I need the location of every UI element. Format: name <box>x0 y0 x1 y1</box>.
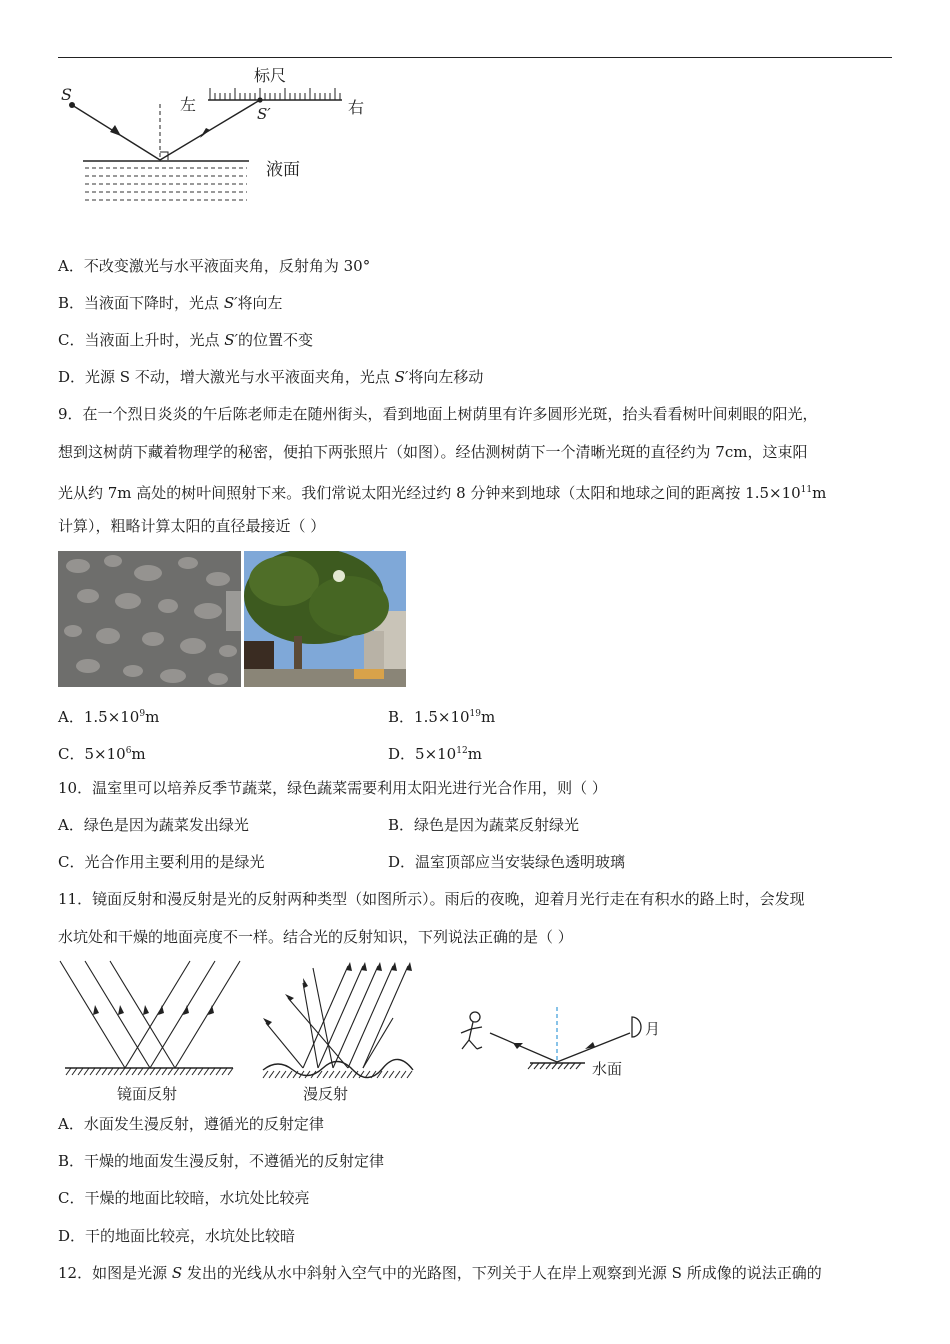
q11-option-a: A．水面发生漫反射，遵循光的反射定律 <box>58 1115 324 1133</box>
q10-option-d: D．温室顶部应当安装绿色透明玻璃 <box>388 853 626 871</box>
q9-option-a: A．$1.5\times 10^9m$ <box>58 708 160 726</box>
specular-label: 镜面反射 <box>117 1085 178 1103</box>
moon-label: 月 <box>645 1020 661 1038</box>
header-rule <box>58 57 892 58</box>
water-surface-label: 水面 <box>592 1060 623 1078</box>
moonlight-water-diagram <box>455 1005 665 1075</box>
q11-option-c: C．干燥的地面比较暗，水坑处比较亮 <box>58 1189 310 1207</box>
laser-diagram <box>55 60 375 210</box>
q8-option-a: A．不改变激光与水平液面夹角，反射角为 30° <box>58 257 371 275</box>
q11-option-d: D．干的地面比较亮，水坑处比较暗 <box>58 1227 296 1245</box>
image-point-label: S′ <box>257 105 271 123</box>
diffuse-reflection-diagram <box>258 958 418 1083</box>
q8-option-d: D．光源 S 不动，增大激光与水平液面夹角，光点 S′将向左移动 <box>58 368 484 386</box>
q10-option-a: A．绿色是因为蔬菜发出绿光 <box>58 816 249 834</box>
q9-line-1: 9．在一个烈日炎炎的午后陈老师走在随州街头，看到地面上树荫里有许多圆形光斑，抬头看看树叶间刺眼的阳光， <box>58 405 818 423</box>
q11-line-1: 11．镜面反射和漫反射是光的反射两种类型（如图所示）。雨后的夜晚，迎着月光行走在有积水的路上时，会发现 <box>58 890 805 908</box>
q11-option-b: B．干燥的地面发生漫反射，不遵循光的反射定律 <box>58 1152 385 1170</box>
q10-option-b: B．绿色是因为蔬菜反射绿光 <box>388 816 580 834</box>
photo-tree-canopy <box>244 551 406 687</box>
q10-option-c: C．光合作用主要利用的是绿光 <box>58 853 265 871</box>
left-label: 左 <box>180 95 197 114</box>
q9-option-d: D．$5\times 10^{12}m$ <box>388 745 482 763</box>
right-label: 右 <box>348 98 365 117</box>
scale-label: 标尺 <box>254 66 287 85</box>
q10-stem: 10．温室里可以培养反季节蔬菜，绿色蔬菜需要利用太阳光进行光合作用，则（ ） <box>58 779 607 797</box>
person-icon <box>461 1012 482 1049</box>
liquid-surface-label: 液面 <box>266 160 300 180</box>
q11-line-2: 水坑处和干燥的地面亮度不一样。结合光的反射知识，下列说法正确的是（ ） <box>58 928 573 946</box>
q9-option-b: B．$1.5\times 10^{19}m$ <box>388 708 496 726</box>
moon-icon <box>632 1017 641 1037</box>
q8-option-c: C．当液面上升时，光点 S′的位置不变 <box>58 331 313 349</box>
q9-line-2: 想到这树荫下藏着物理学的秘密，便拍下两张照片（如图）。经估测树荫下一个清晰光斑的直径约为 7cm，这束阳 <box>58 443 808 461</box>
q8-option-b: B．当液面下降时，光点 S′将向左 <box>58 294 283 312</box>
photo-light-spots <box>58 551 241 687</box>
q12-stem: 12．如图是光源 S 发出的光线从水中斜射入空气中的光路图，下列关于人在岸上观察到光源 S 所成像的说法正确的 <box>58 1264 822 1282</box>
q9-line-4: 计算），粗略计算太阳的直径最接近（ ） <box>58 517 326 535</box>
specular-reflection-diagram <box>55 958 245 1083</box>
q9-option-c: C．$5\times 10^6m$ <box>58 745 146 763</box>
diffuse-label: 漫反射 <box>303 1085 349 1103</box>
source-label: S <box>61 85 72 104</box>
q9-line-3: 光从约 7m 高处的树叶间照射下来。我们常说太阳光经过约 8 分钟来到地球（太阳和地球之间的距离按 $1.5\times 10^{11}m$ <box>58 484 827 502</box>
